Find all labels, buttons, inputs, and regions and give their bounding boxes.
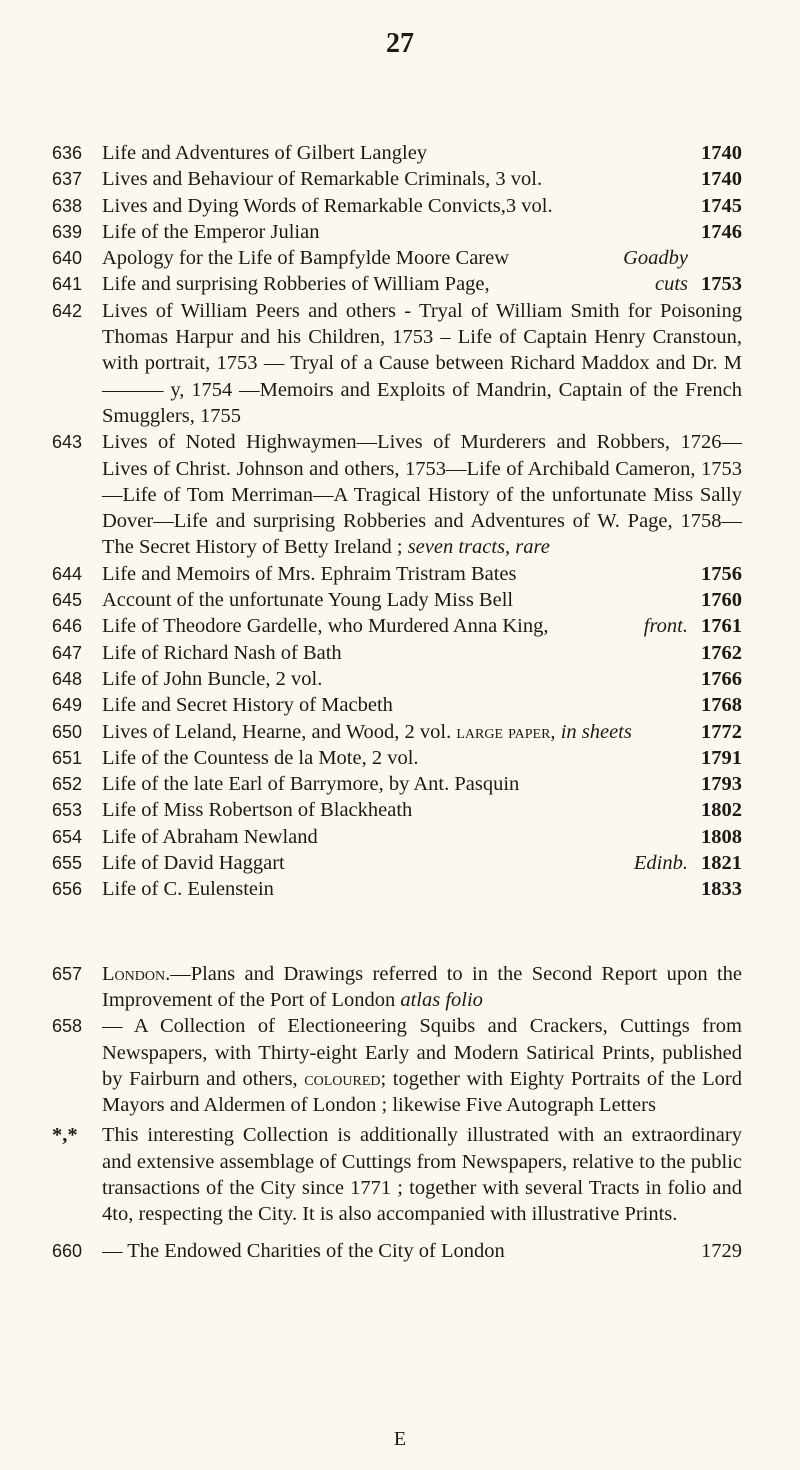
catalogue-entry xyxy=(52,850,742,876)
note-text: This interesting Collection is additionally illustrated with an extraordinary and extensive assemblage of Cuttings from Newspapers, relative to the public transactions of the City since 1771 ; together with several Tracts in folio and 4to, respecting the City. It is also accompanied with illustrative Prints. xyxy=(102,1124,742,1226)
entry-number: 642 xyxy=(52,300,83,321)
entry-number: 638 xyxy=(52,195,83,216)
entry-year: 1802 xyxy=(701,799,742,822)
entry-title: Life of Theodore Gardelle, who Murdered Anna King, xyxy=(102,615,549,638)
entry-number: 644 xyxy=(52,563,83,584)
entry-number: 657 xyxy=(52,963,83,984)
catalogue-entry xyxy=(52,1238,742,1264)
entry-number: 647 xyxy=(52,642,83,663)
entry-number: 650 xyxy=(52,721,83,742)
page-number: 27 xyxy=(386,28,414,59)
catalogue-entry xyxy=(52,245,742,271)
entry-title: Life of the Emperor Julian xyxy=(102,220,320,243)
entry-title: Life of the late Earl of Barrymore, by Ant. Pasquin xyxy=(102,773,520,796)
entry-title: Lives and Behaviour of Remarkable Criminals, 3 vol. xyxy=(102,168,543,191)
entry-text: Lives of Leland, Hearne, and Wood, 2 vol. large paper, in sheets 1772 xyxy=(102,719,742,745)
entry-title: Life of David Haggart xyxy=(102,852,285,875)
entry-number: 646 xyxy=(52,616,83,637)
entry-title: Life and Memoirs of Mrs. Ephraim Tristram Bates xyxy=(102,562,517,585)
signature-mark: E xyxy=(393,1428,407,1450)
entry-number: 636 xyxy=(52,143,83,163)
coloured-label: coloured xyxy=(304,1067,381,1090)
entry-number: 651 xyxy=(52,747,83,768)
entry-note: in sheets xyxy=(560,720,632,743)
entry-title: Life and surprising Robberies of William Page, xyxy=(102,273,490,296)
entry-note: front. xyxy=(643,615,688,638)
entry-number: 641 xyxy=(52,274,83,295)
entry-text: Lives of William Peers and others - Tryal of William Smith for Poisoning Thomas Harpur and his Children, 1753 – Life of Captain Henry Cranstoun, with portrait, 1753 — Tryal of a Cause between Richard Maddox and Dr. M——— y, 1754 —Memoirs and Exploits of Mandrin, Captain of the French Smugglers, 1755 xyxy=(102,299,742,427)
entry-title: — The Endowed Charities of the City of London xyxy=(102,1239,505,1262)
entry-number: 655 xyxy=(52,853,83,874)
asterism-icon: *,* xyxy=(52,1124,78,1147)
collection-note xyxy=(52,1122,742,1227)
entry-title: Life of Abraham Newland xyxy=(102,825,318,848)
entry-title: Lives and Dying Words of Remarkable Convicts,3 vol. xyxy=(102,194,553,217)
catalogue-entry xyxy=(52,1013,742,1118)
entry-title: Life of the Countess de la Mote, 2 vol. xyxy=(102,746,419,769)
catalogue-entry xyxy=(52,640,742,666)
entry-number: 637 xyxy=(52,169,83,190)
entry-year: 1833 xyxy=(701,878,742,901)
entry-title: Life and Adventures of Gilbert Langley xyxy=(102,142,428,164)
entry-title: Life and Secret History of Macbeth xyxy=(102,694,393,717)
entry-title: Account of the unfortunate Young Lady Miss Bell xyxy=(102,589,514,612)
entry-number: 648 xyxy=(52,668,83,689)
entry-number: 658 xyxy=(52,1016,83,1037)
entry-number: 654 xyxy=(52,826,83,847)
catalogue-entry xyxy=(52,587,742,613)
catalogue-entry xyxy=(52,140,742,166)
entry-note: Edinb. xyxy=(633,852,688,875)
entry-year: 1791 xyxy=(701,746,742,769)
catalogue-entry xyxy=(52,166,742,192)
catalogue-entry xyxy=(52,219,742,245)
catalogue-entry xyxy=(52,561,742,587)
entry-year: 1740 xyxy=(701,142,742,164)
entry-title: Life of Miss Robertson of Blackheath xyxy=(102,799,413,822)
entry-number: 653 xyxy=(52,800,83,821)
catalogue-entry xyxy=(52,692,742,718)
entry-title: Life of John Buncle, 2 vol. xyxy=(102,667,323,690)
entry-number: 660 xyxy=(52,1240,83,1261)
entry-year: 1762 xyxy=(701,641,742,664)
catalogue-list xyxy=(52,140,742,1264)
entry-year: 1740 xyxy=(701,168,742,191)
entries-group xyxy=(52,140,742,298)
entry-year: 1746 xyxy=(701,220,742,243)
entry-year: 1793 xyxy=(701,773,742,796)
entry-year: 1729 xyxy=(701,1239,742,1262)
entry-number: 656 xyxy=(52,879,83,900)
entry-note: cuts xyxy=(654,273,688,296)
entry-heading: London. xyxy=(102,962,171,985)
entry-note: atlas folio xyxy=(400,988,483,1011)
catalogue-entry xyxy=(52,666,742,692)
entry-number: 643 xyxy=(52,432,83,453)
catalogue-entry xyxy=(52,824,742,850)
entry-note: Goadby xyxy=(623,247,688,270)
catalogue-entry xyxy=(52,298,742,429)
entry-year: 1756 xyxy=(701,562,742,585)
paper-size: large paper, xyxy=(456,720,556,743)
entry-year: 1753 xyxy=(701,273,742,296)
entry-year: 1760 xyxy=(701,589,742,612)
catalogue-entry xyxy=(52,876,742,902)
entry-number: 639 xyxy=(52,221,83,242)
entry-year: 1766 xyxy=(701,667,742,690)
entry-title: Apology for the Life of Bampfylde Moore Carew xyxy=(102,247,510,270)
entry-year: 1768 xyxy=(701,694,742,717)
entry-year: 1745 xyxy=(701,194,742,217)
entry-text: London.—Plans and Drawings referred to in the Second Report upon the Improvement of the Port of London atlas folio xyxy=(102,962,742,1011)
entry-number: 649 xyxy=(52,695,83,716)
catalogue-entry xyxy=(52,961,742,1014)
catalogue-entry xyxy=(52,745,742,771)
entry-title: Life of C. Eulenstein xyxy=(102,878,274,901)
catalogue-entry xyxy=(52,719,742,745)
entries-group xyxy=(52,561,742,719)
entry-note: seven tracts, rare xyxy=(407,536,550,559)
entry-year: 1808 xyxy=(701,825,742,848)
entry-number: 640 xyxy=(52,248,83,269)
catalogue-entry xyxy=(52,613,742,639)
catalogue-entry xyxy=(52,429,742,560)
entry-year: 1772 xyxy=(701,720,742,743)
catalogue-entry xyxy=(52,193,742,219)
entry-number: 645 xyxy=(52,590,83,611)
catalogue-entry xyxy=(52,771,742,797)
catalogue-entry xyxy=(52,797,742,823)
entry-year: 1821 xyxy=(701,852,742,875)
entry-text: — A Collection of Electioneering Squibs and Crackers, Cuttings from Newspapers, with Thirty-eight Early and Modern Satirical Prints, published by Fairburn and others, coloured; together with Eighty Portraits of the Lord Mayors and Aldermen of London ; likewise Five Autograph Letters xyxy=(102,1015,743,1117)
entry-title: Life of Richard Nash of Bath xyxy=(102,641,342,664)
entry-text: Lives of Noted Highwaymen—Lives of Murderers and Robbers, 1726—Lives of Christ. Johnson and others, 1753—Life of Archibald Cameron, 1753—Life of Tom Merriman—A Tragical History of the unfortunate Miss Sally Dover—Life and surprising Robberies and Adventures of W. Page, 1758— The Secret History of Betty Ireland ; seven tracts, rare xyxy=(102,431,742,559)
entry-number: 652 xyxy=(52,774,83,795)
entry-year: 1761 xyxy=(701,615,742,638)
catalogue-entry xyxy=(52,271,742,297)
entries-group xyxy=(52,745,742,903)
